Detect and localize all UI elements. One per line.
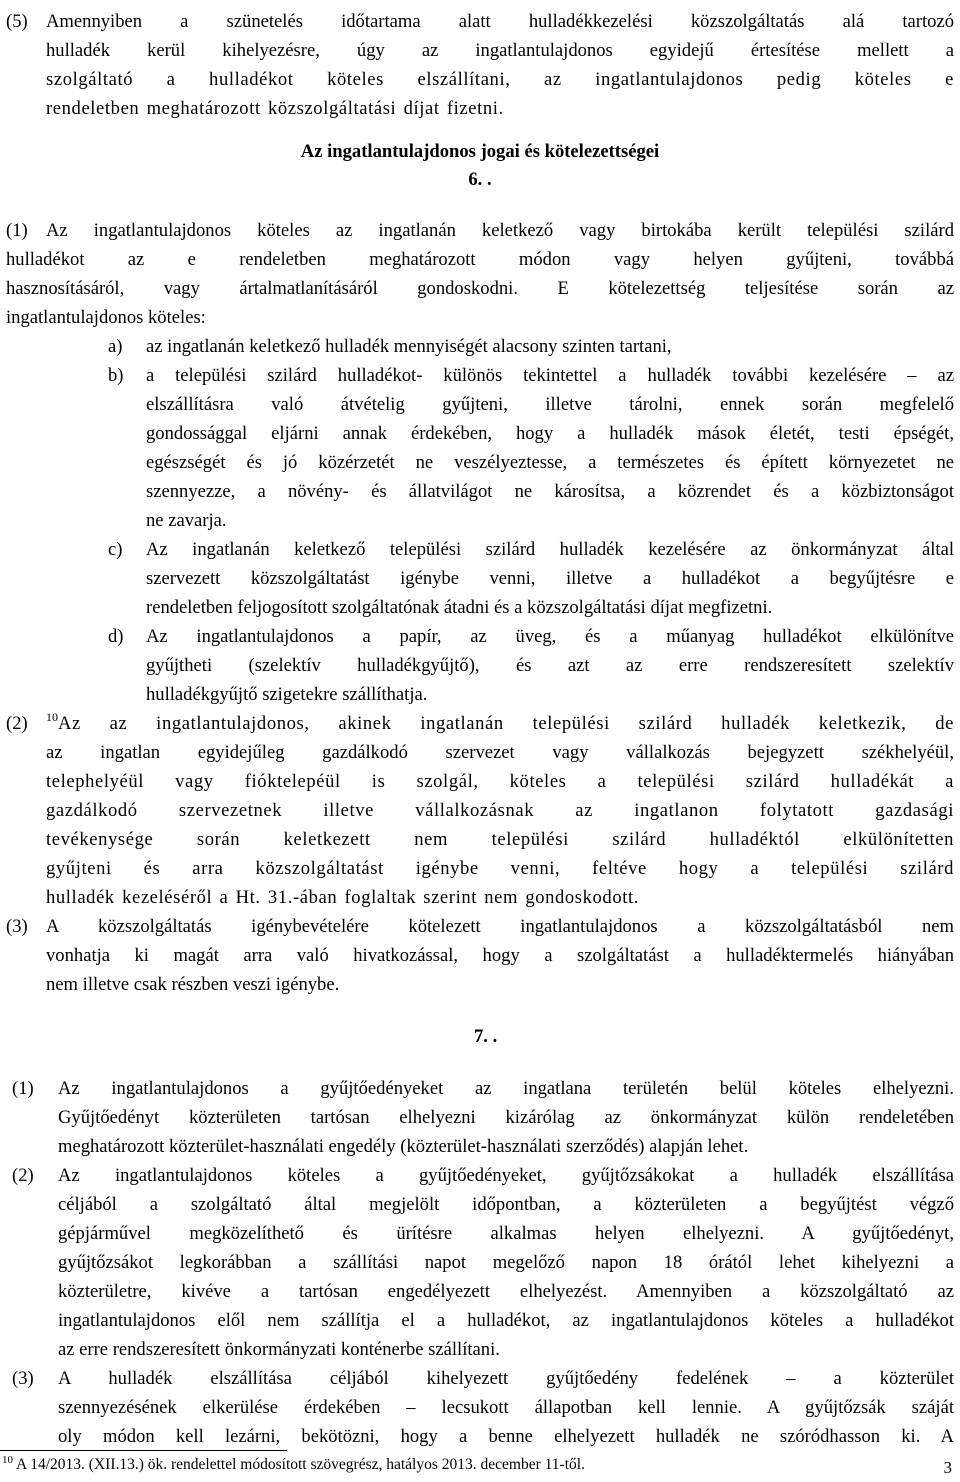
list-label: c) [108,539,123,560]
text-line: gyűjteni és arra közszolgáltatást igénybe venni, feltéve hogy a települési szilárd [46,858,954,879]
text-line: közterületre, kivéve a tartósan engedélyezett elhelyezést. Amennyiben a közszolgáltató az [58,1281,954,1302]
text-line: az ingatlan egyidejűleg gazdálkodó szervezet vagy vállalkozás bejegyzett székhelyéül, [46,742,954,763]
text-line: tevékenysége során keletkezett nem települési szilárd hulladéktól elkülönítetten [46,829,954,850]
text-line [46,710,954,738]
text-line: hulladék kezeléséről a Ht. 31.-ában foglaltak szerint nem gondoskodott. [46,887,640,908]
text-line: vonhatja ki magát arra való hivatkozással, hogy a szolgáltatást a hulladéktermelés hiányában [46,945,954,966]
text-line: gyűjtőzsákot legkorábban a szállítási napot megelőző napon 18 órától lehet kihelyezni a [58,1252,954,1273]
list-item: elszállításra való átvételig gyűjteni, illetve tárolni, ennek során megfelelő [146,394,954,415]
list-item: szennyezze, a növény- és állatvilágot ne károsítsa, a közrendet és a közbiztonságot [146,481,954,502]
list-item: hulladékgyűjtő szigetekre szállíthatja. [146,684,428,705]
text-line: Az ingatlantulajdonos a gyűjtőedényeket az ingatlana területén belül köteles elhelyezni. [58,1078,954,1099]
paragraph-number: (3) [12,1368,34,1389]
list-item: rendeletben feljogosított szolgáltatónak átadni és a közszolgáltatási díjat megfizetni. [146,597,773,618]
text-line: hulladék kerül kihelyezésre, úgy az ingatlantulajdonos egyidejű értesítése mellett a [46,40,954,61]
text-line: gazdálkodó szervezetnek illetve vállalkozásnak az ingatlanon folytatott gazdasági [46,800,954,821]
text-line: oly módon kell lezárni, bekötözni, hogy a benne elhelyezett hulladék ne szóródhasson ki. A [58,1426,954,1447]
paragraph-number: (3) [6,916,28,937]
paragraph-number: (1) [6,220,28,241]
text-line: rendeletben meghatározott közszolgáltatási díjat fizetni. [46,98,504,119]
list-item: gondossággal eljárni annak érdekében, hogy a hulladék mások életét, testi épségét, [146,423,954,444]
footnote-number: 10 [2,1454,13,1466]
text-line: A hulladék elszállítása céljából kihelyezett gyűjtőedény fedelének – a közterület [58,1368,954,1389]
text-line: szennyezésének elkerülése érdekében – lecsukott állapotban kell lennie. A gyűjtőzsák száját [58,1397,954,1418]
paragraph-number: (2) [6,713,28,734]
footnote-divider [0,1450,287,1451]
text-line: hulladékot az e rendeletben meghatározott módon vagy helyen gyűjteni, továbbá [6,249,954,270]
footnote-ref: 10 [46,710,58,724]
footnote-text: A 14/2013. (XII.13.) ök. rendelettel módosított szövegrész, hatályos 2013. december 11-től. [16,1456,585,1473]
list-item: Az ingatlantulajdonos a papír, az üveg, és a műanyag hulladékot elkülönítve [146,626,954,647]
text-line: ingatlantulajdonos köteles: [6,307,206,328]
text-line: Gyűjtőedényt közterületen tartósan elhelyezni kizárólag az önkormányzat külön rendeletében [58,1107,954,1128]
text-line: az erre rendszeresített önkormányzati konténerbe szállítani. [58,1339,500,1360]
section-heading: Az ingatlantulajdonos jogai és kötelezettségei [300,141,660,162]
section-number-6: 6. . [468,169,492,190]
list-item: szervezett közszolgáltatást igénybe venni, illetve a hulladékot a begyűjtésre e [146,568,954,589]
paragraph-number: (5) [6,11,28,32]
text-line: Amennyiben a szünetelés időtartama alatt hulladékkezelési közszolgáltatás alá tartozó [46,11,954,32]
list-label: b) [108,365,124,386]
list-item: az ingatlanán keletkező hulladék mennyiségét alacsony szinten tartani, [146,336,672,357]
section-number-7: 7. . [474,1026,498,1047]
text-line: céljából a szolgáltató által megjelölt időpontban, a közterületen a begyűjtést végző [58,1194,954,1215]
list-item: ne zavarja. [146,510,227,531]
text-line: telephelyéül vagy fióktelepéül is szolgál, köteles a települési szilárd hulladékát a [46,771,954,792]
paragraph-number: (2) [12,1165,34,1186]
text-line: szolgáltató a hulladékot köteles elszállítani, az ingatlantulajdonos pedig köteles e [46,69,954,90]
list-item: Az ingatlanán keletkező települési szilárd hulladék kezelésére az önkormányzat által [146,539,954,560]
text-line: Az ingatlantulajdonos köteles a gyűjtőedényeket, gyűjtőzsákokat a hulladék elszállítása [58,1165,954,1186]
text-line: A közszolgáltatás igénybevételére kötelezett ingatlantulajdonos a közszolgáltatásból nem [46,916,954,937]
text-line: hasznosításáról, vagy ártalmatlanításáról gondoskodni. E kötelezettség teljesítése során az [6,278,954,299]
list-label: d) [108,626,124,647]
list-label: a) [108,336,123,357]
text-line: nem illetve csak részben veszi igénybe. [46,974,340,995]
page-number: 3 [943,1458,952,1477]
list-item: egészségét és jó közérzetét ne veszélyeztesse, a természetes és épített környezetet ne [146,452,954,473]
footnote [2,1455,585,1476]
text-line: gépjárművel megközelíthető és ürítésre alkalmas helyen elhelyezni. A gyűjtőedényt, [58,1223,954,1244]
text-line: meghatározott közterület-használati engedély (közterület-használati szerződés) alapján lehet. [58,1136,749,1157]
text-line: Az ingatlantulajdonos köteles az ingatlanán keletkező vagy birtokába került települési szilárd [46,220,954,241]
text-line: ingatlantulajdonos elől nem szállítja el a hulladékot, az ingatlantulajdonos köteles a hulladékot [58,1310,954,1331]
text-line-content: Az az ingatlantulajdonos, akinek ingatlanán települési szilárd hulladék keletkezik, de [58,713,954,734]
paragraph-number: (1) [12,1078,34,1099]
list-item: gyűjtheti (szelektív hulladékgyűjtő), és azt az erre rendszeresített szelektív [146,655,954,676]
list-item: a települési szilárd hulladékot- különös tekintettel a hulladék további kezelésére – az [146,365,954,386]
